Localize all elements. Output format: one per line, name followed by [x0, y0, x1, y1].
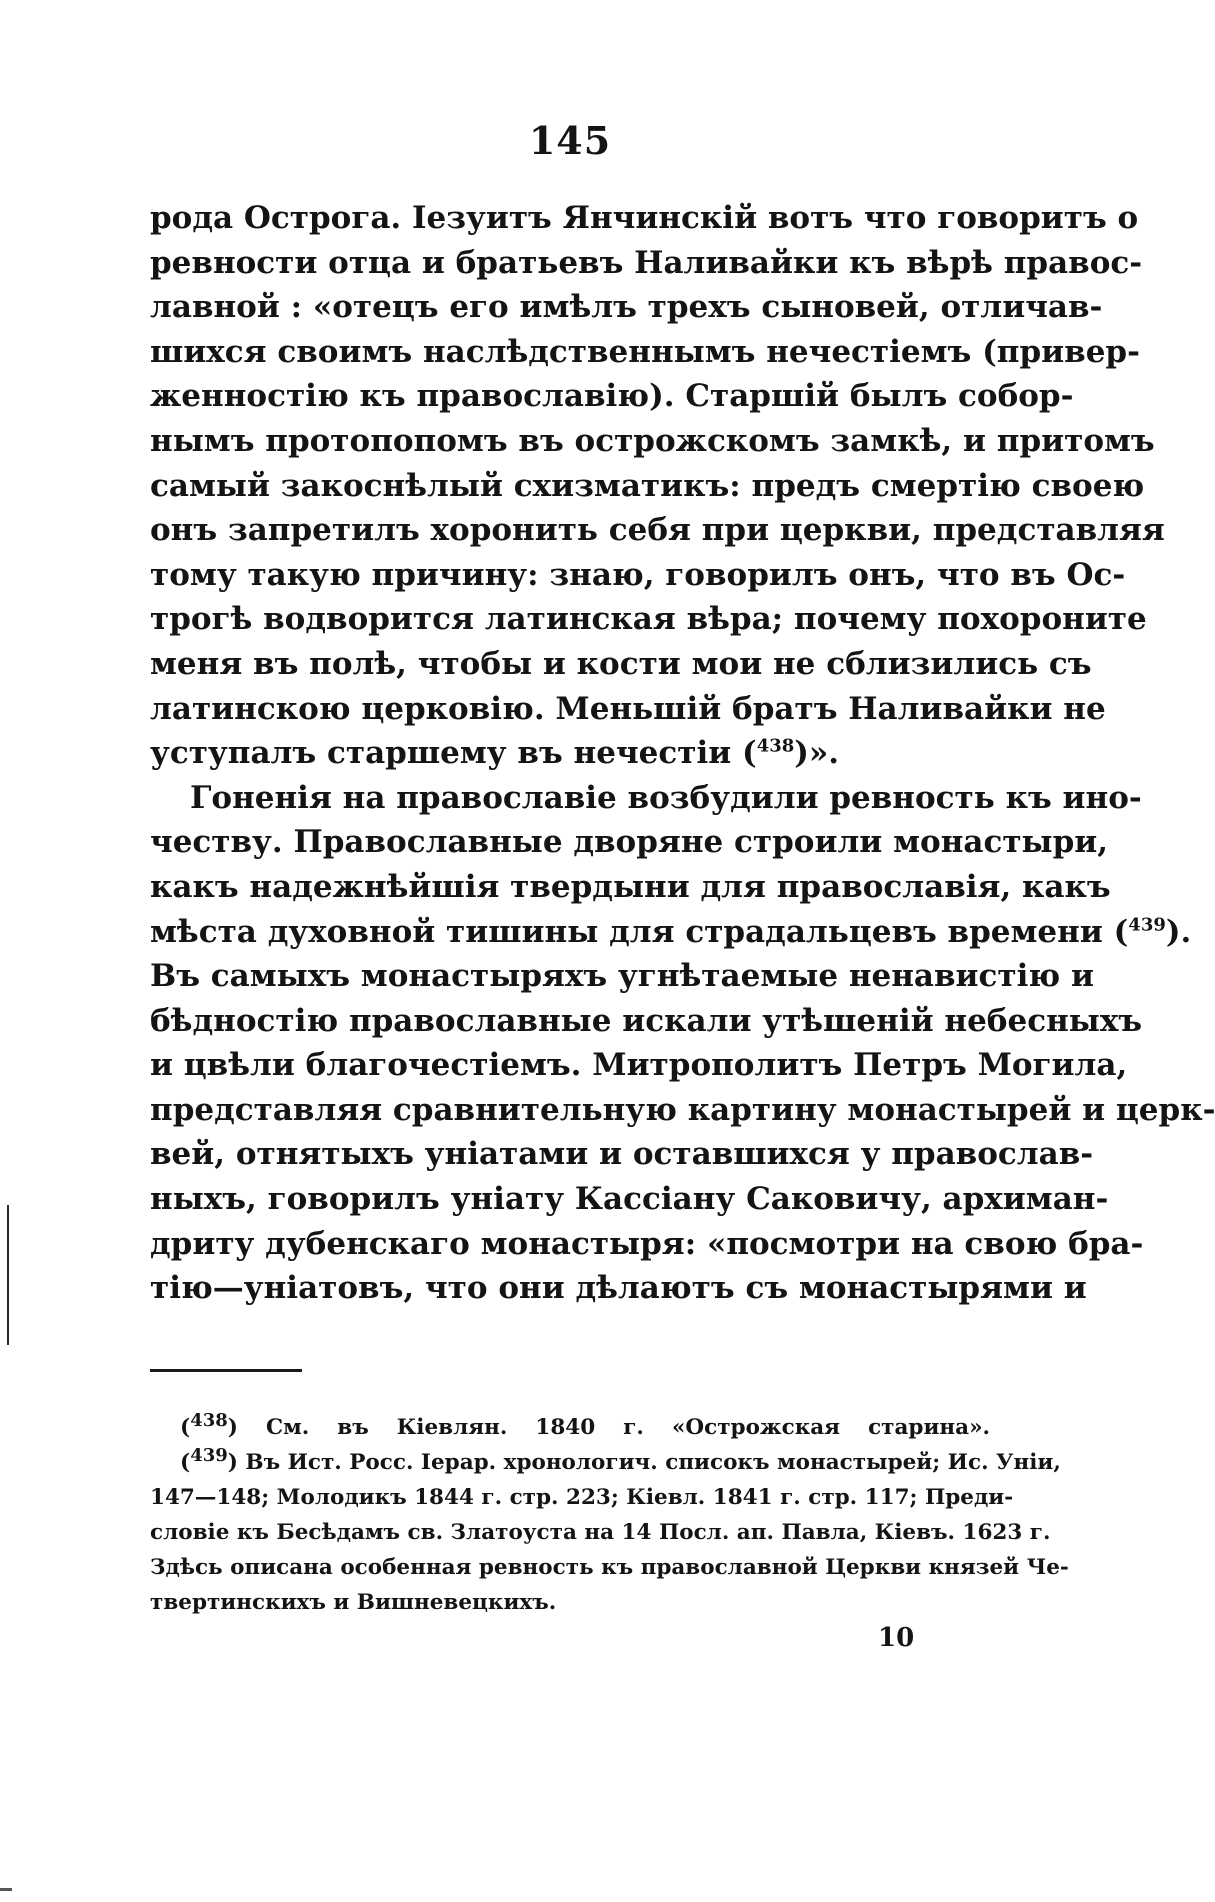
text-fragment: ).: [1165, 913, 1192, 950]
corner-mark: [0, 1888, 12, 1891]
text-line: какъ надежнѣйшiя твердыни для православiя, какъ: [150, 868, 1111, 905]
paragraph-start-line: Гоненiя на православiе возбудили ревность къ ино-: [190, 779, 1142, 816]
footnote-line: Здѣсь описана особенная ревность къ православной Церкви князей Чe-: [150, 1555, 1069, 1580]
footnote-438: [150, 1410, 990, 1445]
text-line-with-note-ref: [150, 731, 990, 776]
text-line: вей, отнятыхъ унiатами и оставшихся у православ-: [150, 1136, 1094, 1173]
text-line: тому такую причину: знаю, говорилъ онъ, что въ Ос-: [150, 556, 1126, 593]
signature-mark: 10: [878, 1623, 915, 1653]
footnote-number: 438: [190, 1409, 228, 1431]
text-fragment: (: [180, 1450, 191, 1475]
text-line: меня въ полѣ, чтобы и кости мои не сблизились съ: [150, 645, 1092, 682]
text-line: лавной : «отецъ его имѣлъ трехъ сыновей, отличав-: [150, 289, 1103, 326]
footnote-line: словiе къ Бесѣдамъ св. Златоуста на 14 Посл. ап. Павла, Кiевъ. 1623 г.: [150, 1520, 1051, 1545]
text-fragment: ) См. въ Кiевлян. 1840 г. «Острожская старина».: [227, 1415, 990, 1440]
text-line-with-note-ref: [150, 910, 1192, 955]
text-line: Въ самыхъ монастыряхъ угнѣтаемые ненавистiю и: [150, 958, 1094, 995]
text-line: дриту дубенскаго монастыря: «посмотри на свою бра-: [150, 1225, 1144, 1262]
text-fragment: уступалъ старшему въ нечестiи (: [150, 735, 757, 772]
footnote-line: 147—148; Молодикъ 1844 г. стр. 223; Кiевл. 1841 г. стр. 117; Преди-: [150, 1485, 1014, 1510]
body-text: [150, 196, 1215, 1311]
text-line: бѣдностiю православные искали утѣшенiй небесныхъ: [150, 1002, 1143, 1039]
text-fragment: мѣста духовной тишины для страдальцевъ времени (: [150, 913, 1129, 950]
text-line: латинскою церковiю. Меньшiй братъ Наливайки не: [150, 690, 1106, 727]
text-fragment: (: [180, 1415, 191, 1440]
footnote-439: [150, 1444, 1061, 1480]
text-line: тiю—унiатовъ, что они дѣлаютъ съ монастырями и: [150, 1270, 1087, 1307]
text-line: ревности отца и братьевъ Наливайки къ вѣрѣ правос-: [150, 244, 1143, 281]
footnote-number: 439: [190, 1444, 228, 1466]
text-line: онъ запретилъ хоронить себя при церкви, представляя: [150, 512, 1165, 549]
text-fragment: ) Въ Ист. Росс. Iерар. хронологич. списокъ монастырей; Ис. Унiи,: [227, 1450, 1061, 1475]
text-line: честву. Православные дворяне строили монастыри,: [150, 824, 1109, 861]
page-number: 145: [528, 118, 612, 163]
footnote-ref: 439: [1128, 914, 1166, 936]
text-line: представляя сравнительную картину монастырей и церк-: [150, 1091, 1215, 1128]
text-line: нымъ протопопомъ въ острожскомъ замкѣ, и притомъ: [150, 422, 1155, 459]
text-line: трогѣ водворится латинская вѣра; почему похороните: [150, 601, 1147, 638]
text-line: женностiю къ православiю). Старшiй былъ собор-: [150, 378, 1074, 415]
footnote-line: твертинскихъ и Вишневецкихъ.: [150, 1590, 557, 1615]
text-line: самый закоснѣлый схизматикъ: предъ смертiю своею: [150, 467, 1145, 504]
text-line: и цвѣли благочестiемъ. Митрополитъ Петръ Могила,: [150, 1047, 1128, 1084]
footnotes: [150, 1409, 1069, 1620]
text-line: рода Острога. Iезуитъ Янчинскiй вотъ что говоритъ о: [150, 200, 1139, 236]
text-line: ныхъ, говорилъ унiату Кассiану Саковичу, архиман-: [150, 1181, 1109, 1218]
footnote-ref: 438: [756, 735, 795, 757]
footnote-divider: [150, 1369, 302, 1372]
text-line: шихся своимъ наслѣдственнымъ нечестiемъ (привер-: [150, 333, 1140, 370]
margin-mark: [7, 1205, 9, 1345]
text-fragment: )».: [794, 735, 840, 772]
